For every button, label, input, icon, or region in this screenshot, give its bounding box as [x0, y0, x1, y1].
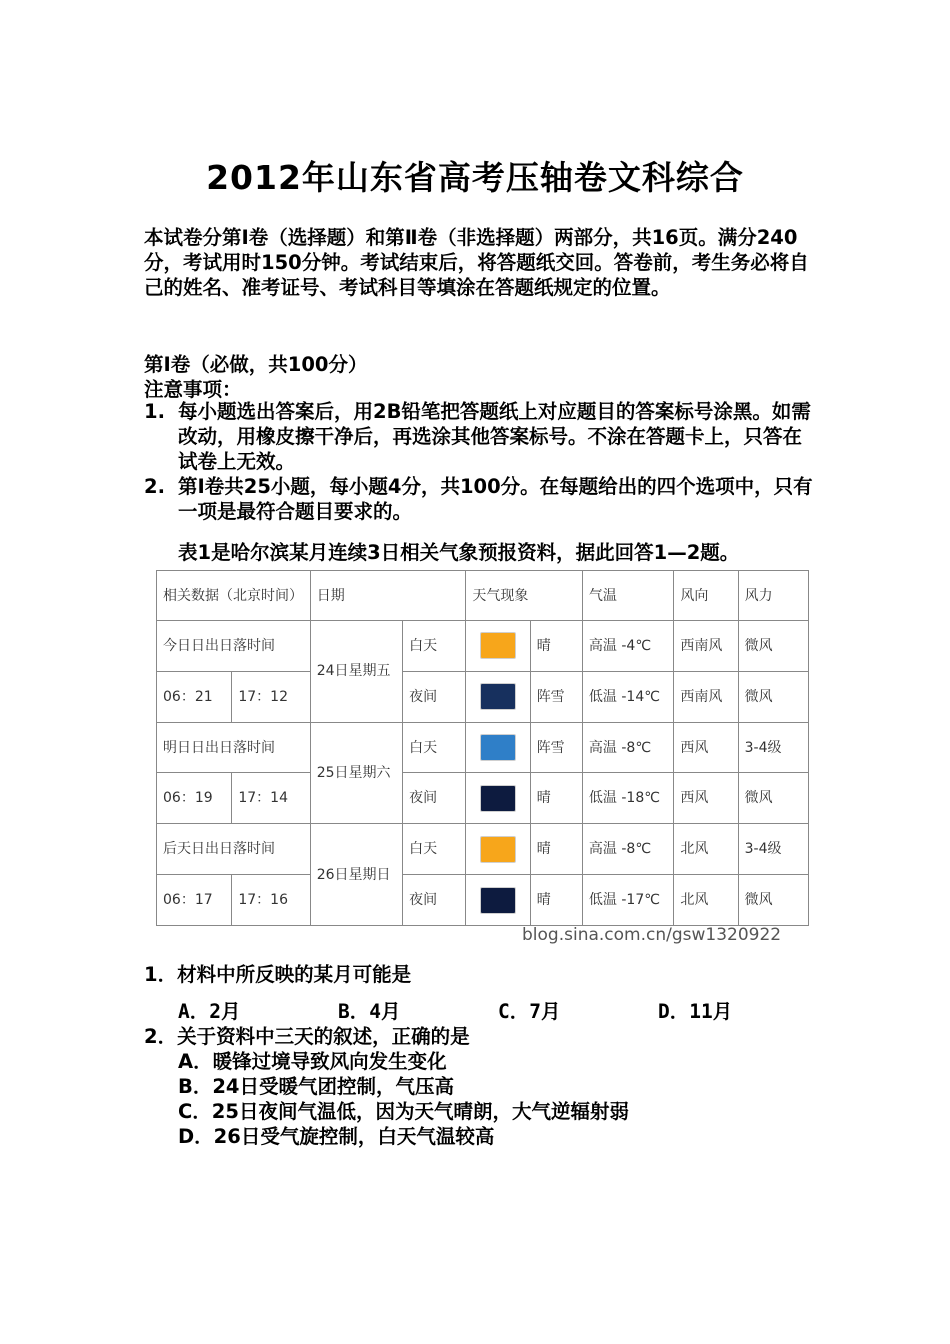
temp-cell: 低温 -18℃: [582, 773, 673, 824]
sun-icon: [480, 632, 516, 659]
period-cell: 白天: [403, 621, 466, 672]
weather-cell: 晴: [530, 824, 582, 875]
q1-option-c: C．7月: [498, 1000, 561, 1023]
weather-cell: 晴: [530, 621, 582, 672]
weather-cell: 晴: [530, 773, 582, 824]
table-row: [157, 875, 809, 926]
note-2: [144, 474, 816, 524]
header-date: 日期: [310, 571, 466, 621]
note-text: 第Ⅰ卷共25小题，每小题4分，共100分。在每题给出的四个选项中，只有一项是最符合题目要求的。: [178, 475, 813, 523]
q2-option-a: A．暖锋过境导致风向发生变化: [178, 1050, 447, 1073]
sunset-cell: 17：12: [232, 671, 310, 722]
wind-dir-cell: 西风: [674, 773, 738, 824]
sunset-cell: 17：14: [232, 773, 310, 824]
wind-dir-cell: 西南风: [674, 671, 738, 722]
table-caption: 表1是哈尔滨某月连续3日相关气象预报资料，据此回答1—2题。: [178, 541, 740, 564]
weather-cell: 阵雪: [530, 671, 582, 722]
table-header-row: [157, 571, 809, 621]
temp-cell: 高温 -8℃: [582, 824, 673, 875]
table-row: [157, 671, 809, 722]
date-cell: 26日星期日: [310, 824, 402, 926]
wind-dir-cell: 北风: [674, 875, 738, 926]
watermark: blog.sina.com.cn/gsw1320922: [522, 925, 782, 945]
date-cell: 24日星期五: [310, 621, 402, 723]
wind-dir-cell: 西风: [674, 722, 738, 773]
note-number: 2.: [144, 475, 165, 498]
wind-force-cell: 3-4级: [738, 824, 808, 875]
wind-force-cell: 微风: [738, 671, 808, 722]
sun-time-label: 后天日出日落时间: [157, 824, 311, 875]
date-cell: 25日星期六: [310, 722, 402, 824]
snow-icon: [480, 734, 516, 761]
note-number: 1.: [144, 400, 165, 423]
intro-paragraph: 本试卷分第Ⅰ卷（选择题）和第Ⅱ卷（非选择题）两部分，共16页。满分240分，考试用时150分钟。考试结束后，将答题纸交回。答卷前，考生务必将自己的姓名、准考证号、考试科目等填涂在答题纸规定的位置。: [144, 226, 809, 299]
table-row: [157, 621, 809, 672]
header-temp: 气温: [582, 571, 673, 621]
temp-cell: 低温 -17℃: [582, 875, 673, 926]
sunrise-cell: 06：19: [157, 773, 232, 824]
table-row: [157, 773, 809, 824]
sunrise-cell: 06：17: [157, 875, 232, 926]
question-1-stem: 1．材料中所反映的某月可能是: [144, 963, 412, 986]
q2-option-d: D．26日受气旋控制，白天气温较高: [178, 1125, 495, 1148]
period-cell: 白天: [403, 824, 466, 875]
header-data: 相关数据（北京时间）: [157, 571, 311, 621]
wind-force-cell: 微风: [738, 875, 808, 926]
moon-icon: [480, 785, 516, 812]
q2-option-c: C．25日夜间气温低，因为天气晴朗，大气逆辐射弱: [178, 1100, 629, 1123]
wind-dir-cell: 西南风: [674, 621, 738, 672]
header-wind-force: 风力: [738, 571, 808, 621]
wind-force-cell: 微风: [738, 621, 808, 672]
note-1: [144, 399, 816, 474]
header-wind-dir: 风向: [674, 571, 738, 621]
weather-cell: 阵雪: [530, 722, 582, 773]
sun-time-label: 明日日出日落时间: [157, 722, 311, 773]
q2-option-b: B．24日受暖气团控制，气压高: [178, 1075, 454, 1098]
period-cell: 白天: [403, 722, 466, 773]
notice-label: 注意事项：: [144, 378, 242, 401]
period-cell: 夜间: [403, 875, 466, 926]
moon-icon: [480, 887, 516, 914]
period-cell: 夜间: [403, 773, 466, 824]
page-title: 2012年山东省高考压轴卷文科综合: [206, 158, 744, 197]
table-row: [157, 824, 809, 875]
sun-icon: [480, 836, 516, 863]
temp-cell: 低温 -14℃: [582, 671, 673, 722]
night-snow-icon: [480, 683, 516, 710]
sunset-cell: 17：16: [232, 875, 310, 926]
weather-table: [156, 570, 809, 926]
wind-force-cell: 微风: [738, 773, 808, 824]
note-text: 每小题选出答案后，用2B铅笔把答题纸上对应题目的答案标号涂黑。如需改动，用橡皮擦干净后，再选涂其他答案标号。不涂在答题卡上，只答在试卷上无效。: [178, 400, 811, 473]
wind-force-cell: 3-4级: [738, 722, 808, 773]
table-row: [157, 722, 809, 773]
weather-cell: 晴: [530, 875, 582, 926]
period-cell: 夜间: [403, 671, 466, 722]
q1-option-b: B．4月: [338, 1000, 401, 1023]
section-heading: 第Ⅰ卷（必做，共100分）: [144, 353, 368, 376]
q1-option-a: A．2月: [178, 1000, 241, 1023]
sun-time-label: 今日日出日落时间: [157, 621, 311, 672]
temp-cell: 高温 -8℃: [582, 722, 673, 773]
wind-dir-cell: 北风: [674, 824, 738, 875]
temp-cell: 高温 -4℃: [582, 621, 673, 672]
question-2-stem: 2．关于资料中三天的叙述，正确的是: [144, 1025, 470, 1048]
header-weather: 天气现象: [466, 571, 583, 621]
sunrise-cell: 06：21: [157, 671, 232, 722]
q1-option-d: D．11月: [658, 1000, 733, 1023]
